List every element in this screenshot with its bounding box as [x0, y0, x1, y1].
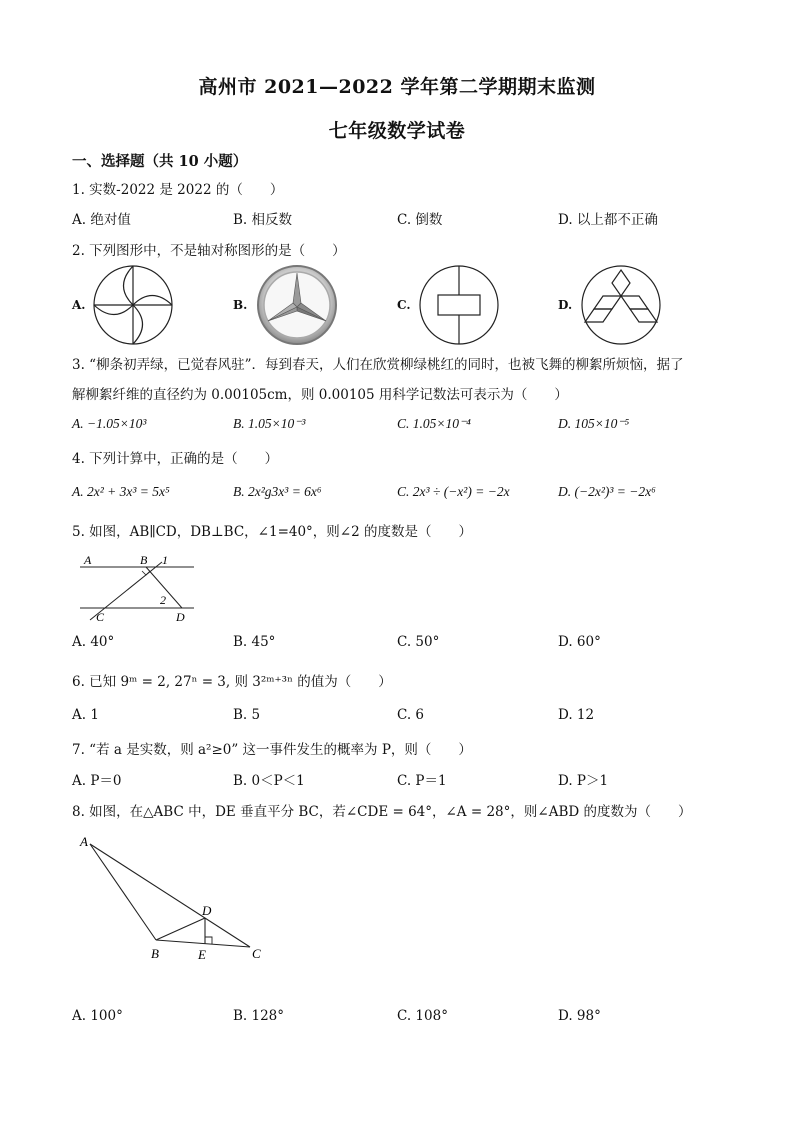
label-angle-1: 1	[162, 553, 168, 567]
question-8-option-a[interactable]: A. 100°	[72, 1008, 123, 1024]
label-angle-2: 2	[160, 593, 166, 607]
question-8-stem: 8. 如图，在△ABC 中，DE 垂直平分 BC，若∠CDE = 64°，∠A = 28°，则∠ABD 的度数为（ ）	[72, 804, 692, 820]
question-6-option-b[interactable]: B. 5	[233, 707, 261, 723]
question-7-option-b[interactable]: B. 0＜P＜1	[233, 773, 305, 789]
question-5-option-b[interactable]: B. 45°	[233, 634, 276, 650]
question-2-option-c[interactable]: C.	[397, 298, 411, 312]
exam-title: 高州市 2021—2022 学年第二学期期末监测	[198, 76, 596, 98]
question-2-stem: 2. 下列图形中，不是轴对称图形的是（ ）	[72, 243, 346, 259]
question-1-stem: 1. 实数-2022 是 2022 的（ ）	[72, 182, 284, 198]
question-6-option-d[interactable]: D. 12	[558, 707, 595, 723]
pinwheel-figure	[92, 264, 174, 346]
question-3-option-c[interactable]: C. 1.05×10⁻⁴	[397, 416, 471, 431]
question-8-option-b[interactable]: B. 128°	[233, 1008, 285, 1024]
question-7-option-d[interactable]: D. P＞1	[558, 773, 609, 789]
three-diamonds-figure	[580, 264, 662, 346]
question-1-option-a[interactable]: A. 绝对值	[72, 212, 131, 228]
parallel-lines-figure	[76, 550, 200, 626]
triangle-figure	[76, 830, 276, 966]
question-3-stem-continued: 解柳絮纤维的直径约为 0.00105cm，则 0.00105 用科学记数法可表示为（ ）	[72, 387, 568, 403]
question-6-option-a[interactable]: A. 1	[72, 707, 99, 723]
label-d: D	[202, 903, 212, 918]
question-2-option-b[interactable]: B.	[233, 298, 248, 312]
label-c: C	[96, 610, 105, 624]
question-3-option-b[interactable]: B. 1.05×10⁻³	[233, 416, 306, 431]
label-a: A	[84, 553, 92, 567]
question-8-option-c[interactable]: C. 108°	[397, 1008, 448, 1024]
label-e: E	[198, 947, 206, 962]
question-8-option-d[interactable]: D. 98°	[558, 1008, 601, 1024]
question-3-option-a[interactable]: A. −1.05×10³	[72, 416, 147, 431]
question-1-option-d[interactable]: D. 以上都不正确	[558, 212, 658, 228]
label-b: B	[151, 946, 159, 961]
exam-subtitle: 七年级数学试卷	[328, 120, 466, 142]
question-2-option-a[interactable]: A.	[72, 298, 86, 312]
label-d: D	[176, 610, 185, 624]
question-1-option-b[interactable]: B. 相反数	[233, 212, 293, 228]
question-7-option-c[interactable]: C. P＝1	[397, 773, 447, 789]
question-5-option-c[interactable]: C. 50°	[397, 634, 440, 650]
question-7-option-a[interactable]: A. P＝0	[72, 773, 122, 789]
question-5-option-d[interactable]: D. 60°	[558, 634, 601, 650]
question-4-option-c[interactable]: C. 2x³ ÷ (−x²) = −2x	[397, 484, 510, 499]
question-4-stem: 4. 下列计算中，正确的是（ ）	[72, 451, 279, 467]
label-b: B	[140, 553, 148, 567]
question-7-stem: 7. “若 a 是实数，则 a²≥0” 这一事件发生的概率为 P，则（ ）	[72, 742, 472, 758]
question-4-option-b[interactable]: B. 2x²g3x³ = 6x⁶	[233, 484, 322, 499]
question-6-option-c[interactable]: C. 6	[397, 707, 425, 723]
question-4-option-a[interactable]: A. 2x² + 3x³ = 5x⁵	[72, 484, 170, 499]
label-a: A	[80, 834, 88, 849]
question-1-option-c[interactable]: C. 倒数	[397, 212, 443, 228]
question-3-option-d[interactable]: D. 105×10⁻⁵	[558, 416, 630, 431]
section-title: 一、选择题（共 10 小题）	[72, 153, 248, 170]
question-6-stem: 6. 已知 9ᵐ = 2, 27ⁿ = 3, 则 3²ᵐ⁺³ⁿ 的值为（ ）	[72, 674, 392, 690]
three-pointed-star-emblem	[256, 264, 338, 346]
question-5-option-a[interactable]: A. 40°	[72, 634, 115, 650]
question-4-option-d[interactable]: D. (−2x²)³ = −2x⁶	[558, 484, 656, 499]
question-2-option-d[interactable]: D.	[558, 298, 573, 312]
label-c: C	[252, 946, 261, 961]
question-3-stem: 3. “柳条初弄绿，已觉春风驻”．每到春天，人们在欣赏柳绿桃红的同时，也被飞舞的柳絮所烦恼，据了	[72, 357, 684, 373]
circle-rectangle-figure	[418, 264, 500, 346]
question-5-stem: 5. 如图，AB∥CD，DB⊥BC，∠1=40°，则∠2 的度数是（ ）	[72, 524, 473, 540]
